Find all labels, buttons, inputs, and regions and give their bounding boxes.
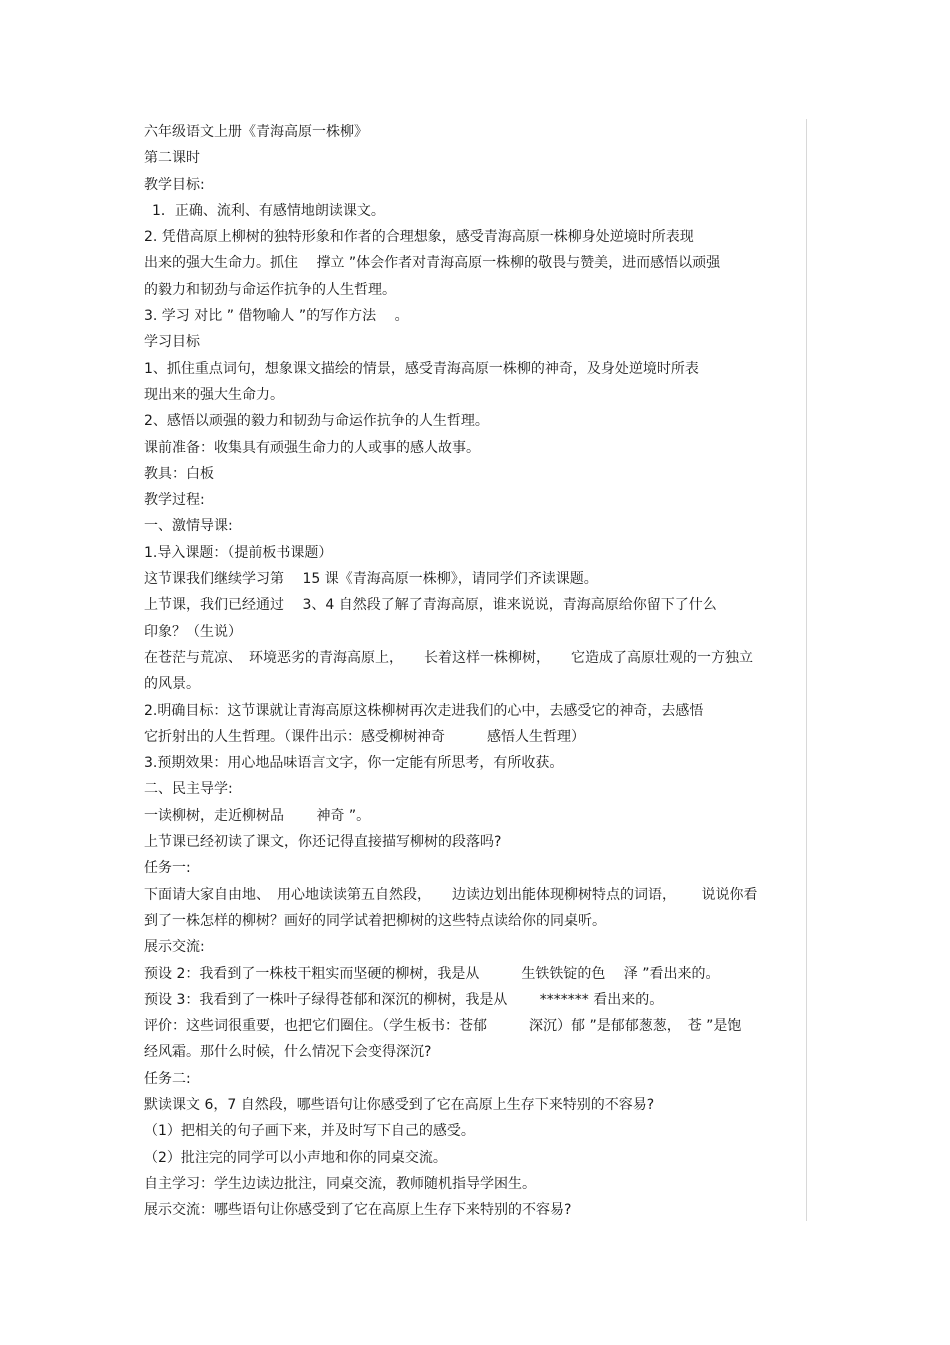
text-line: 1．正确、流利、有感情地朗读课文。 [152,202,385,219]
text-line: 它折射出的人生哲理。（课件出示：感受柳树神奇 感悟人生哲理） [144,728,585,745]
section-heading: 任务一: [144,860,191,877]
section-heading: 一、激情导课: [144,518,233,535]
text-line: 1、抓住重点词句，想象课文描绘的情景，感受青海高原一株柳的神奇，及身处逆境时所表 [144,360,699,377]
text-line: 课前准备：收集具有顽强生命力的人或事的感人故事。 [144,439,480,456]
text-line: 预设 2：我看到了一株枝干粗实而坚硬的柳树，我是从 生铁铁锭的色 泽 ”看出来的。 [144,965,720,982]
text-line: 经风霜。那什么时候，什么情况下会变得深沉? [144,1044,432,1061]
text-line: 的风景。 [144,676,200,693]
text-line: 默读课文 6，7 自然段，哪些语句让你感受到了它在高原上生存下来特别的不容易? [144,1096,655,1113]
text-line: （2）批注完的同学可以小声地和你的同桌交流。 [144,1149,447,1166]
section-heading: 展示交流: [144,939,205,956]
text-line: 2、感悟以顽强的毅力和韧劲与命运作抗争的人生哲理。 [144,413,489,430]
text-line: 现出来的强大生命力。 [144,386,284,403]
text-line: 在苍茫与荒凉、 环境恶劣的青海高原上， 长着这样一株柳树， 它造成了高原壮观的一方独立 [144,649,753,666]
section-heading: 学习目标 [144,334,200,351]
text-line: 教具：白板 [144,465,214,482]
text-line: 下面请大家自由地、 用心地读读第五自然段， 边读边划出能体现柳树特点的词语， 说说你看 [144,886,758,903]
text-line: 2.明确目标：这节课就让青海高原这株柳树再次走进我们的心中，去感受它的神奇，去感悟 [144,702,704,719]
text-line: 展示交流：哪些语句让你感受到了它在高原上生存下来特别的不容易? [144,1202,572,1219]
text-line: 3. 学习 对比 ” 借物喻人 ”的写作方法 。 [144,308,409,325]
text-line: 1.导入课题：（提前板书课题） [144,544,333,561]
text-line: 出来的强大生命力。抓住 撑立 ”体会作者对青海高原一株柳的敬畏与赞美，进而感悟以顽强 [144,255,721,272]
text-line: 的毅力和韧劲与命运作抗争的人生哲理。 [144,281,396,298]
text-line: 预设 3：我看到了一株叶子绿得苍郁和深沉的柳树，我是从 ******* 看出来的。 [144,991,664,1008]
text-line: 自主学习：学生边读边批注，同桌交流，教师随机指导学困生。 [144,1175,536,1192]
section-heading: 教学目标: [144,176,205,193]
right-margin-rule [806,119,807,1221]
text-line: （1）把相关的句子画下来，并及时写下自己的感受。 [144,1123,475,1140]
document-body [144,119,806,1223]
text-line: 这节课我们继续学习第 15 课《青海高原一株柳》，请同学们齐读课题。 [144,571,598,588]
text-line: 上节课已经初读了课文，你还记得直接描写柳树的段落吗? [144,834,502,851]
text-line: 印象？（生说） [144,623,242,640]
text-line: 2. 凭借高原上柳树的独特形象和作者的合理想象，感受青海高原一株柳身处逆境时所表现 [144,229,694,246]
section-heading: 任务二: [144,1070,191,1087]
section-heading: 教学过程: [144,492,205,509]
text-line: 到了一株怎样的柳树？画好的同学试着把柳树的这些特点读给你的同桌听。 [144,912,606,929]
text-line: 3.预期效果：用心地品味语言文字，你一定能有所思考，有所收获。 [144,755,564,772]
text-line: 评价：这些词很重要，也把它们圈住。（学生板书：苍郁 深沉）郁 ”是郁郁葱葱， 苍 ”是饱 [144,1018,742,1035]
section-heading: 二、民主导学: [144,781,233,798]
text-line: 上节课，我们已经通过 3、4 自然段了解了青海高原，谁来说说，青海高原给你留下了什么 [144,597,717,614]
text-line: 一读柳树，走近柳树品 神奇 ”。 [144,807,371,824]
document-title: 六年级语文上册《青海高原一株柳》 [144,124,368,140]
lesson-period: 第二课时 [144,150,200,167]
